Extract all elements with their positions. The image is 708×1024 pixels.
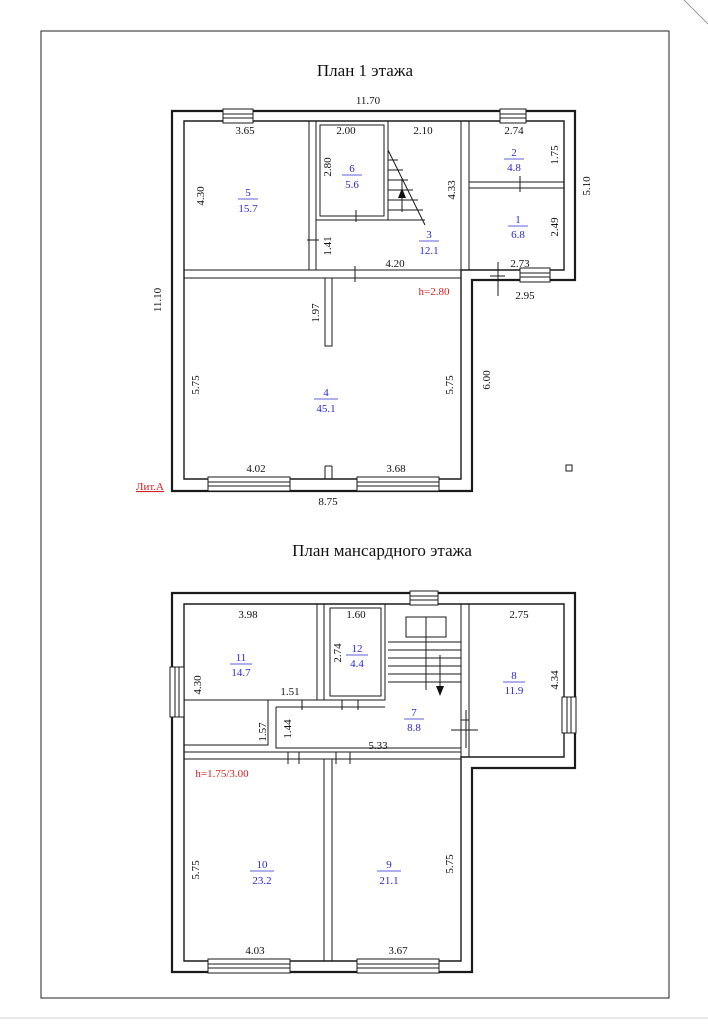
dim-r4-right: 5.75 [444,375,456,395]
dim-corridor-h1: 1.57 [257,722,269,742]
dim-right-main: 6.00 [481,370,493,390]
dim-r3-width: 2.10 [413,125,433,137]
svg-text:45.1: 45.1 [316,403,336,415]
dim-r2-height: 1.75 [549,145,561,165]
svg-text:8: 8 [511,670,517,682]
svg-text:15.7: 15.7 [238,203,258,215]
building-label: Лит.А [135,481,165,493]
svg-text:23.2: 23.2 [252,875,272,887]
dim-r3-height: 4.33 [446,180,458,200]
svg-text:8.8: 8.8 [407,722,421,734]
dim-right-annex: 5.10 [581,176,593,196]
dim-r3-width2: 4.20 [385,258,405,270]
dim-r6-height: 2.80 [322,157,334,177]
svg-text:3: 3 [426,229,432,241]
dim-r12-height: 2.74 [332,643,344,663]
dim-r5-width: 3.65 [235,125,255,137]
attic-floor-title: План мансардного этажа [292,541,472,560]
svg-text:21.1: 21.1 [379,875,399,887]
svg-text:4.8: 4.8 [507,162,521,174]
dim-corridor-h2: 1.44 [282,719,294,739]
dim-r12-width: 1.60 [346,609,366,621]
svg-text:11: 11 [235,652,247,664]
dim-r8-width: 2.75 [509,609,529,621]
svg-text:10: 10 [256,859,268,871]
dim-r3-small: 1.41 [322,236,334,256]
svg-text:11.9: 11.9 [504,685,524,697]
dim-corridor-w1: 1.51 [280,686,300,698]
dim-r4-left: 5.75 [190,375,202,395]
dim-r6-width: 2.00 [336,125,356,137]
dim-r4-bottom-left: 4.02 [246,463,266,475]
first-floor-title: План 1 этажа [316,61,414,80]
dim-annex-bottom: 2.95 [515,290,535,302]
dim-corridor-w2: 5.33 [368,740,388,752]
dim-r4-bottom-right: 3.68 [386,463,406,475]
dim-r11-width: 3.98 [238,609,258,621]
dim-r10-width: 4.03 [245,945,265,957]
svg-text:7: 7 [411,707,417,719]
dim-r9-height: 5.75 [444,854,456,874]
dim-r2-width: 2.74 [504,125,524,137]
svg-text:6: 6 [349,163,355,175]
svg-text:6.8: 6.8 [511,229,525,241]
svg-text:4: 4 [323,387,329,399]
dim-r8-height: 4.34 [549,670,561,690]
dim-r5-height: 4.30 [195,186,207,206]
svg-text:9: 9 [386,859,392,871]
svg-text:4.4: 4.4 [350,658,364,670]
svg-text:5: 5 [245,187,251,199]
svg-text:5.6: 5.6 [345,179,359,191]
dim-r4-partition: 1.97 [310,303,322,323]
dim-r1-width: 2.73 [510,258,530,270]
first-floor-height-note: h=2.80 [418,286,450,298]
dim-r9-width: 3.67 [388,945,408,957]
svg-text:12: 12 [351,643,363,655]
dim-r10-height: 5.75 [190,860,202,880]
svg-text:2: 2 [511,147,517,159]
dim-r11-height: 4.30 [192,675,204,695]
svg-text:14.7: 14.7 [231,667,251,679]
svg-text:12.1: 12.1 [419,245,439,257]
dim-r1-height: 2.49 [549,217,561,237]
dim-top-overall: 11.70 [355,95,381,107]
attic-height-note: h=1.75/3.00 [195,768,249,780]
dim-bottom-overall: 8.75 [318,496,338,508]
svg-text:1: 1 [515,214,521,226]
dim-left-overall: 11.10 [152,287,164,313]
